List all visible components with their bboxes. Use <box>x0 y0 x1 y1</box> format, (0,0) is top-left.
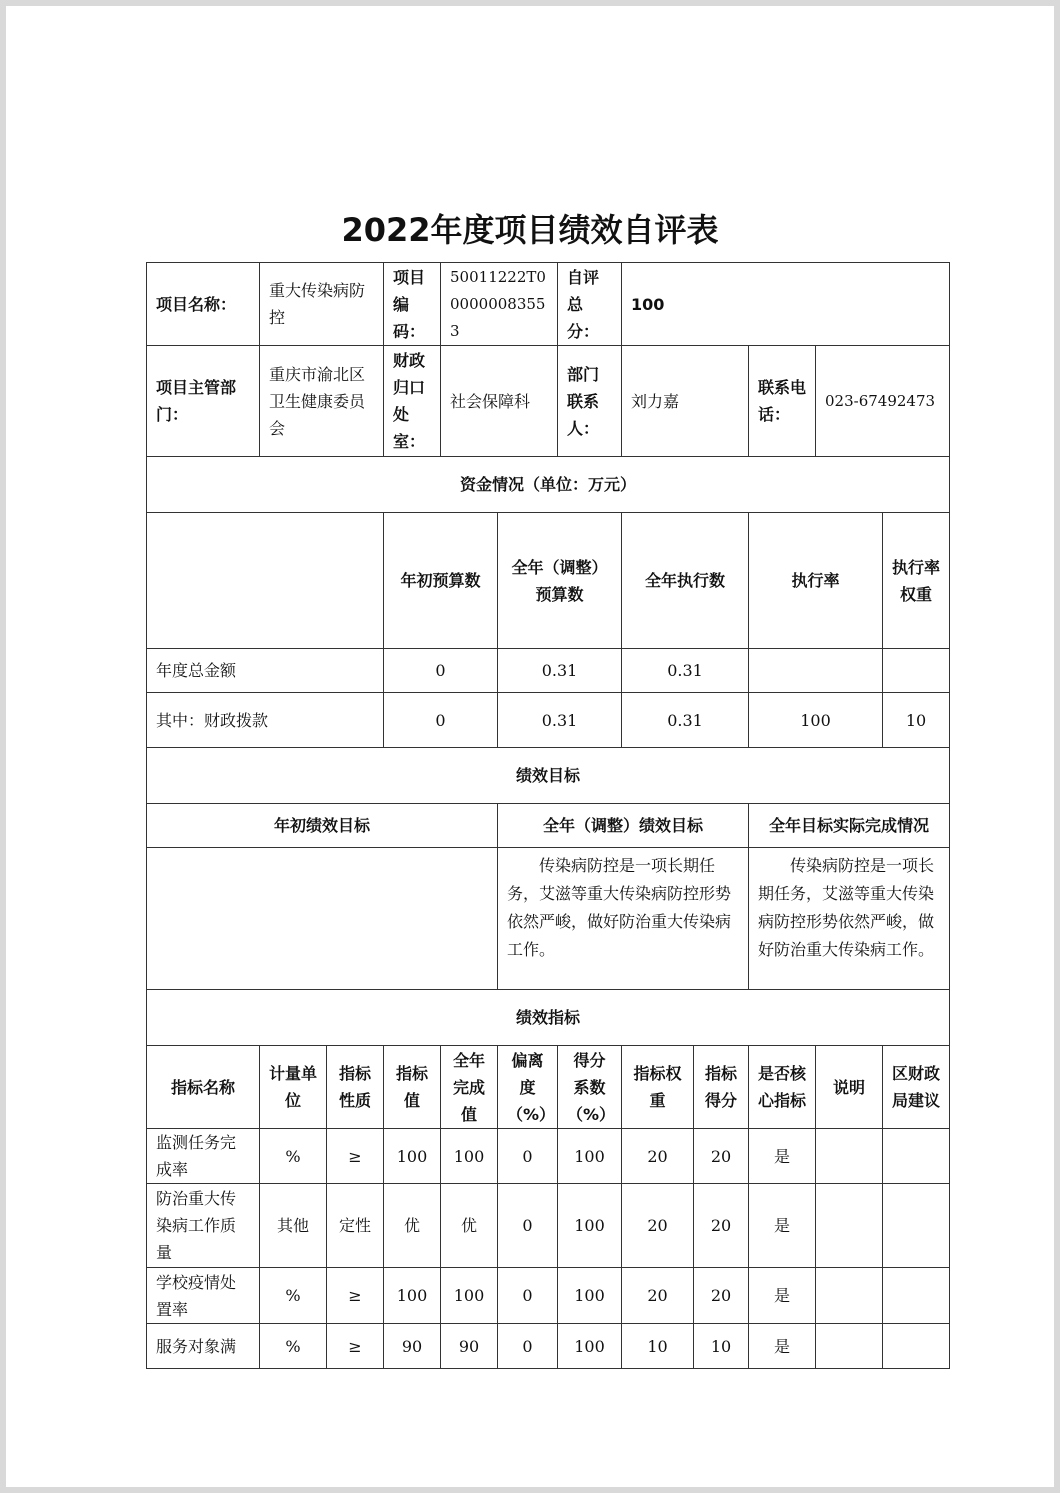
indicator-row <box>147 1324 950 1369</box>
indicator-cell <box>816 1184 883 1268</box>
indicator-header-finance-advice: 区财政局建议 <box>883 1046 950 1129</box>
self-score-value: 100 <box>622 263 950 346</box>
goals-header-actual: 全年目标实际完成情况 <box>749 804 950 848</box>
indicator-cell: 是 <box>749 1324 816 1369</box>
indicator-cell: 90 <box>384 1324 441 1369</box>
indicators-header-row <box>147 1046 950 1129</box>
funds-section-title: 资金情况（单位：万元） <box>147 457 950 513</box>
funds-cell: 0.31 <box>498 693 622 748</box>
indicator-cell: 是 <box>749 1184 816 1268</box>
indicator-cell: 100 <box>384 1129 441 1184</box>
indicator-header-unit: 计量单位 <box>260 1046 327 1129</box>
finance-office-label: 财政归口处室： <box>384 346 441 457</box>
finance-office-value: 社会保障科 <box>441 346 558 457</box>
indicator-cell: 90 <box>441 1324 498 1369</box>
indicator-cell: 20 <box>694 1268 749 1324</box>
indicator-header-completed: 全年完成值 <box>441 1046 498 1129</box>
indicator-cell: 0 <box>498 1324 558 1369</box>
indicator-header-score: 指标得分 <box>694 1046 749 1129</box>
goals-section-title: 绩效目标 <box>147 748 950 804</box>
indicator-cell: 20 <box>694 1129 749 1184</box>
indicator-cell <box>816 1324 883 1369</box>
indicator-header-coefficient: 得分系数（%） <box>558 1046 622 1129</box>
indicator-cell: 100 <box>384 1268 441 1324</box>
indicator-cell <box>883 1129 950 1184</box>
project-info-row <box>147 263 950 346</box>
goals-section-row <box>147 748 950 804</box>
indicator-cell: 100 <box>558 1129 622 1184</box>
indicators-section-row <box>147 990 950 1046</box>
contact-person-value: 刘力嘉 <box>622 346 749 457</box>
self-score-label: 自评总分： <box>558 263 622 346</box>
indicator-cell <box>816 1268 883 1324</box>
page-title: 2022年度项目绩效自评表 <box>341 211 719 249</box>
funds-header-blank <box>147 513 384 649</box>
funds-cell: 0.31 <box>622 693 749 748</box>
project-name-value: 重大传染病防控 <box>260 263 384 346</box>
indicator-header-target: 指标值 <box>384 1046 441 1129</box>
indicator-cell: 20 <box>622 1184 694 1268</box>
indicator-cell: % <box>260 1129 327 1184</box>
indicator-header-nature: 指标性质 <box>327 1046 384 1129</box>
indicator-cell: 0 <box>498 1268 558 1324</box>
indicator-cell: 100 <box>558 1268 622 1324</box>
funds-header-row <box>147 513 950 649</box>
indicator-cell: 是 <box>749 1129 816 1184</box>
funds-cell: 0 <box>384 649 498 693</box>
funds-cell: 0 <box>384 693 498 748</box>
indicator-cell: 20 <box>622 1268 694 1324</box>
indicator-cell: ≥ <box>327 1129 384 1184</box>
goals-adjusted-text: 传染病防控是一项长期任务，艾滋等重大传染病防控形势依然严峻，做好防治重大传染病工作。 <box>498 848 749 990</box>
indicator-cell: 10 <box>622 1324 694 1369</box>
phone-value: 023-67492473 <box>816 346 950 457</box>
indicator-header-name: 指标名称 <box>147 1046 260 1129</box>
indicator-cell: 是 <box>749 1268 816 1324</box>
goals-header-row <box>147 804 950 848</box>
funds-cell: 100 <box>749 693 883 748</box>
phone-label: 联系电话： <box>749 346 816 457</box>
project-name-label: 项目名称： <box>147 263 260 346</box>
funds-cell <box>883 649 950 693</box>
indicator-cell <box>883 1268 950 1324</box>
funds-row-label: 年度总金额 <box>147 649 384 693</box>
indicator-cell: 其他 <box>260 1184 327 1268</box>
evaluation-form-table <box>146 262 950 1369</box>
department-info-row <box>147 346 950 457</box>
indicator-cell: 100 <box>441 1268 498 1324</box>
funds-section-row <box>147 457 950 513</box>
contact-person-label: 部门联系人： <box>558 346 622 457</box>
indicator-cell: 20 <box>622 1129 694 1184</box>
funds-cell: 0.31 <box>498 649 622 693</box>
indicator-cell <box>883 1184 950 1268</box>
funds-row-total <box>147 649 950 693</box>
funds-cell: 10 <box>883 693 950 748</box>
indicator-cell: 10 <box>694 1324 749 1369</box>
project-code-label: 项目编码： <box>384 263 441 346</box>
funds-header-adjusted-budget: 全年（调整）预算数 <box>498 513 622 649</box>
indicator-row <box>147 1268 950 1324</box>
project-code-value: 50011222T000000083553 <box>441 263 558 346</box>
indicator-cell: 0 <box>498 1129 558 1184</box>
indicator-cell: 100 <box>441 1129 498 1184</box>
funds-row-fiscal <box>147 693 950 748</box>
indicator-cell: 20 <box>694 1184 749 1268</box>
funds-header-initial-budget: 年初预算数 <box>384 513 498 649</box>
indicator-header-note: 说明 <box>816 1046 883 1129</box>
goals-actual-text: 传染病防控是一项长期任务，艾滋等重大传染病防控形势依然严峻，做好防治重大传染病工作。 <box>749 848 950 990</box>
indicator-cell: 防治重大传染病工作质量 <box>147 1184 260 1268</box>
indicator-cell <box>883 1324 950 1369</box>
indicator-cell: ≥ <box>327 1268 384 1324</box>
indicator-cell: 学校疫情处置率 <box>147 1268 260 1324</box>
indicator-cell: 优 <box>384 1184 441 1268</box>
indicator-header-core: 是否核心指标 <box>749 1046 816 1129</box>
funds-cell: 0.31 <box>622 649 749 693</box>
indicator-cell: 优 <box>441 1184 498 1268</box>
indicator-cell: 定性 <box>327 1184 384 1268</box>
funds-row-label: 其中：财政拨款 <box>147 693 384 748</box>
indicator-cell: 服务对象满 <box>147 1324 260 1369</box>
funds-header-executed: 全年执行数 <box>622 513 749 649</box>
indicator-cell <box>816 1129 883 1184</box>
funds-header-rate-weight: 执行率权重 <box>883 513 950 649</box>
indicator-header-weight: 指标权重 <box>622 1046 694 1129</box>
indicator-cell: % <box>260 1268 327 1324</box>
indicator-cell: % <box>260 1324 327 1369</box>
goals-header-initial: 年初绩效目标 <box>147 804 498 848</box>
goals-content-row <box>147 848 950 990</box>
indicators-section-title: 绩效指标 <box>147 990 950 1046</box>
indicator-cell: ≥ <box>327 1324 384 1369</box>
indicator-header-deviation: 偏离度（%） <box>498 1046 558 1129</box>
indicator-cell: 0 <box>498 1184 558 1268</box>
indicator-cell: 100 <box>558 1324 622 1369</box>
indicator-row <box>147 1184 950 1268</box>
goals-header-adjusted: 全年（调整）绩效目标 <box>498 804 749 848</box>
department-label: 项目主管部门： <box>147 346 260 457</box>
indicator-cell: 100 <box>558 1184 622 1268</box>
department-value: 重庆市渝北区卫生健康委员会 <box>260 346 384 457</box>
indicator-row <box>147 1129 950 1184</box>
goals-initial-text <box>147 848 498 990</box>
funds-cell <box>749 649 883 693</box>
indicator-cell: 监测任务完成率 <box>147 1129 260 1184</box>
funds-header-execution-rate: 执行率 <box>749 513 883 649</box>
